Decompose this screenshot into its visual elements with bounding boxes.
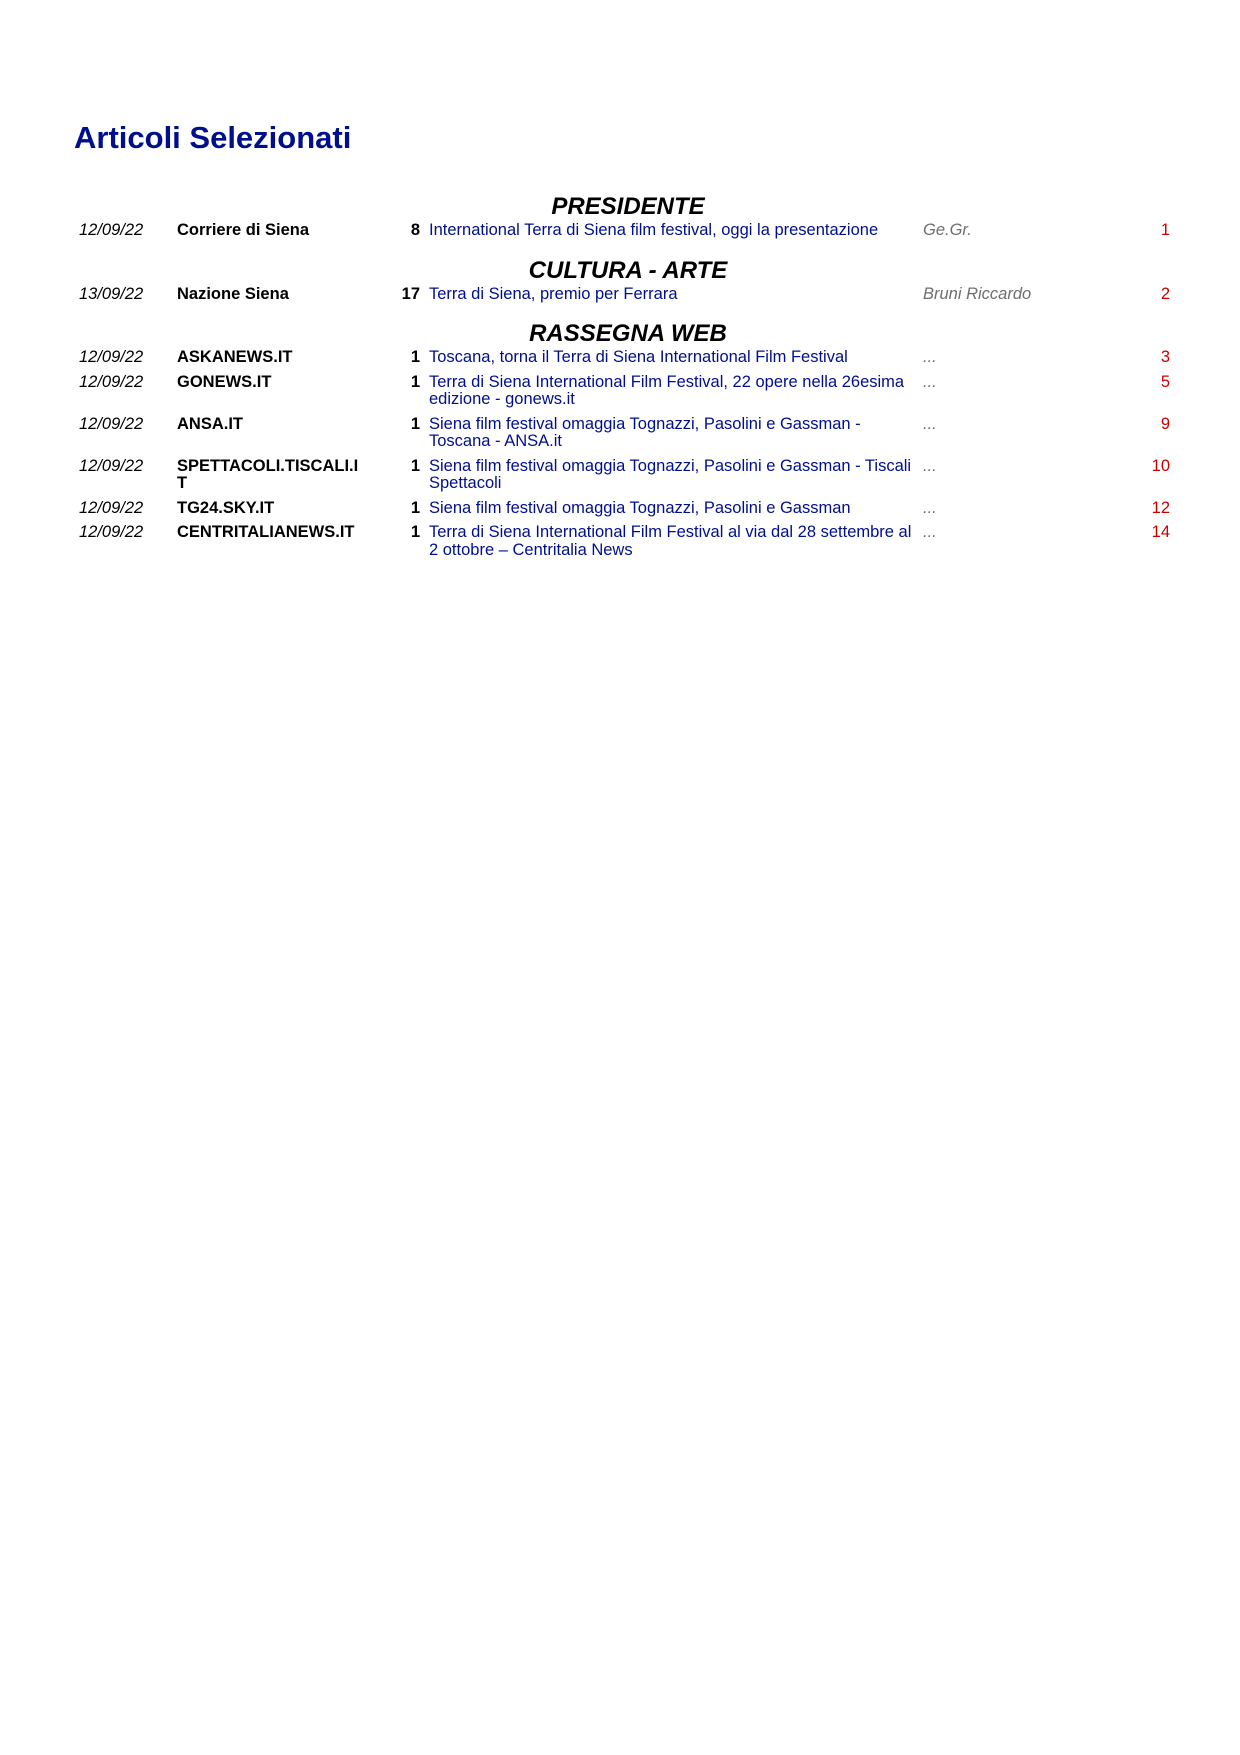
article-page: 1 bbox=[410, 523, 420, 541]
article-date: 12/09/22 bbox=[79, 498, 144, 517]
article-source: ANSA.IT bbox=[177, 414, 243, 433]
article-author: Bruni Riccardo bbox=[923, 284, 1032, 303]
article-author: ... bbox=[923, 348, 937, 366]
article-title-link[interactable]: Terra di Siena International Film Festival al via dal 28 settembre al 2 ottobre – Centritalia News bbox=[429, 523, 912, 559]
article-date: 12/09/22 bbox=[79, 221, 144, 239]
article-page-number-link[interactable]: 12 bbox=[1151, 498, 1170, 517]
article-index bbox=[74, 192, 1170, 566]
article-source: CENTRITALIANEWS.IT bbox=[177, 523, 355, 541]
article-page-number-link[interactable]: 9 bbox=[1160, 414, 1170, 433]
article-page: 1 bbox=[410, 372, 420, 391]
article-page: 1 bbox=[410, 456, 420, 475]
article-date: 13/09/22 bbox=[79, 284, 144, 303]
article-page: 1 bbox=[410, 414, 420, 433]
article-row[interactable] bbox=[74, 349, 1170, 367]
section-heading: CULTURA - ARTE bbox=[528, 256, 728, 284]
article-source: GONEWS.IT bbox=[177, 372, 272, 391]
article-page: 1 bbox=[410, 498, 420, 517]
section-heading: PRESIDENTE bbox=[551, 193, 705, 220]
article-date: 12/09/22 bbox=[79, 523, 144, 541]
article-page-number-link[interactable]: 3 bbox=[1160, 348, 1170, 366]
article-title-link[interactable]: International Terra di Siena film festival, oggi la presentazione bbox=[429, 221, 879, 239]
article-author: ... bbox=[923, 498, 937, 517]
article-row[interactable] bbox=[74, 222, 1170, 240]
article-title-link[interactable]: Siena film festival omaggia Tognazzi, Pasolini e Gassman bbox=[429, 498, 851, 517]
article-page: 17 bbox=[401, 284, 420, 303]
article-title-link[interactable]: Toscana, torna il Terra di Siena International Film Festival bbox=[429, 348, 848, 366]
article-row[interactable] bbox=[74, 500, 1170, 518]
article-date: 12/09/22 bbox=[79, 348, 144, 366]
article-title-link[interactable]: Siena film festival omaggia Tognazzi, Pasolini e Gassman - Toscana - ANSA.it bbox=[429, 414, 861, 450]
article-page-number-link[interactable]: 14 bbox=[1151, 523, 1170, 541]
article-author: Ge.Gr. bbox=[923, 221, 972, 239]
section-cultura-arte bbox=[74, 256, 1170, 304]
article-title-link[interactable]: Terra di Siena International Film Festival, 22 opere nella 26esima edizione - gonews.it bbox=[429, 372, 905, 408]
article-title-link[interactable]: Siena film festival omaggia Tognazzi, Pasolini e Gassman - Tiscali Spettacoli bbox=[429, 456, 912, 492]
article-author: ... bbox=[923, 372, 937, 391]
article-row[interactable] bbox=[74, 416, 1170, 451]
article-author: ... bbox=[923, 414, 937, 433]
article-row[interactable] bbox=[74, 458, 1170, 493]
page-title: Articoli Selezionati bbox=[74, 120, 352, 155]
article-page: 1 bbox=[410, 348, 420, 366]
section-rassegna-web bbox=[74, 319, 1170, 559]
article-page-number-link[interactable]: 5 bbox=[1160, 372, 1170, 391]
section-presidente bbox=[74, 192, 1170, 240]
article-source: ASKANEWS.IT bbox=[177, 348, 293, 366]
article-source: Corriere di Siena bbox=[177, 221, 310, 239]
article-source: TG24.SKY.IT bbox=[177, 498, 275, 517]
article-row[interactable] bbox=[74, 374, 1170, 409]
section-heading: RASSEGNA WEB bbox=[529, 320, 727, 347]
article-page: 8 bbox=[410, 221, 420, 239]
article-source: Nazione Siena bbox=[177, 284, 289, 303]
article-date: 12/09/22 bbox=[79, 414, 144, 433]
article-author: ... bbox=[923, 523, 937, 541]
article-page-number-link[interactable]: 1 bbox=[1160, 221, 1170, 239]
article-page-number-link[interactable]: 10 bbox=[1151, 456, 1170, 475]
article-title-link[interactable]: Terra di Siena, premio per Ferrara bbox=[429, 284, 678, 303]
article-date: 12/09/22 bbox=[79, 456, 144, 475]
article-source: SPETTACOLI.TISCALI.IT bbox=[177, 456, 359, 492]
article-row[interactable] bbox=[74, 286, 1170, 304]
article-author: ... bbox=[923, 456, 937, 475]
article-page-number-link[interactable]: 2 bbox=[1160, 284, 1170, 303]
article-row[interactable] bbox=[74, 524, 1170, 559]
article-date: 12/09/22 bbox=[79, 372, 144, 391]
